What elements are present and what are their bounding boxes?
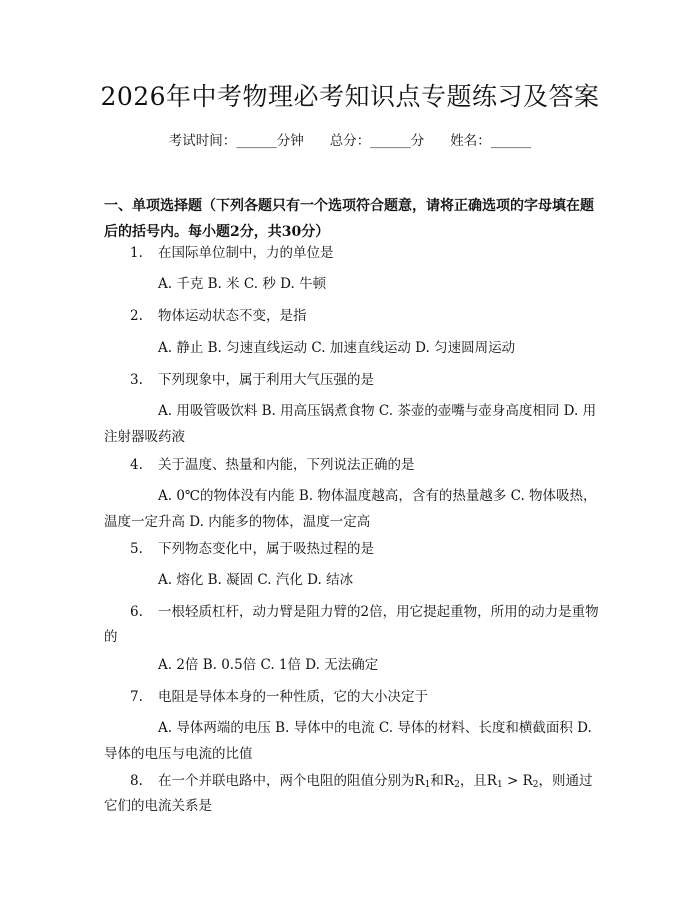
question-3 — [104, 368, 600, 393]
question-7 — [104, 685, 600, 710]
question-1-options: A. 千克 B. 米 C. 秒 D. 牛顿 — [158, 276, 327, 292]
question-5-options: A. 熔化 B. 凝固 C. 汽化 D. 结冰 — [158, 572, 354, 588]
question-6-options: A. 2倍 B. 0.5倍 C. 1倍 D. 无法确定 — [158, 657, 379, 673]
question-4-options: A. 0℃的物体没有内能 B. 物体温度越高，含有的热量越多 C. 物体吸热，温度一定升高 D. 内能多的物体，温度一定高 — [104, 488, 597, 530]
question-stem: 关于温度、热量和内能，下列说法正确的是 — [158, 457, 415, 473]
question-4 — [104, 453, 600, 478]
question-1 — [104, 241, 600, 266]
exam-meta — [0, 131, 700, 151]
question-number: 1. — [130, 245, 143, 261]
question-number: 7. — [130, 689, 143, 705]
question-3-options: A. 用吸管吸饮料 B. 用高压锅煮食物 C. 茶壶的壶嘴与壶身高度相同 D. 用注射器吸药液 — [104, 403, 597, 445]
question-2 — [104, 304, 600, 329]
section-heading: 一、单项选择题（下列各题只有一个选项符合题意，请将正确选项的字母填在题后的括号内。每小题2分，共30分） — [104, 198, 594, 240]
question-stem: 物体运动状态不变，是指 — [158, 308, 307, 324]
question-number: 6. — [130, 604, 143, 620]
total-score-field: 总分：______分 — [329, 133, 425, 149]
question-number: 8. — [130, 773, 143, 789]
question-6 — [104, 600, 600, 650]
question-number: 5. — [130, 541, 143, 557]
exam-time-field: 考试时间：______分钟 — [168, 133, 304, 149]
question-8 — [104, 769, 600, 819]
page-title: 2026年中考物理必考知识点专题练习及答案 — [100, 82, 600, 111]
question-2-options: A. 静止 B. 匀速直线运动 C. 加速直线运动 D. 匀速圆周运动 — [158, 340, 516, 356]
question-stem: 电阻是导体本身的一种性质，它的大小决定于 — [158, 689, 428, 705]
question-number: 2. — [130, 308, 143, 324]
question-stem: 在一个并联电路中，两个电阻的阻值分别为$R_1$和$R_2$，且$R_1 > R_2$，则通过它们的电流关系是 — [104, 773, 593, 814]
question-number: 3. — [130, 372, 143, 388]
question-stem: 在国际单位制中，力的单位是 — [158, 245, 334, 261]
question-stem: 一根轻质杠杆，动力臂是阻力臂的2倍，用它提起重物，所用的动力是重物的 — [104, 604, 599, 645]
question-number: 4. — [130, 457, 143, 473]
student-name-field: 姓名：______ — [450, 133, 532, 149]
question-5 — [104, 537, 600, 562]
question-7-options: A. 导体两端的电压 B. 导体中的电流 C. 导体的材料、长度和横截面积 D. 导体的电压与电流的比值 — [104, 720, 592, 762]
question-stem: 下列物态变化中，属于吸热过程的是 — [158, 541, 374, 557]
question-stem: 下列现象中，属于利用大气压强的是 — [158, 372, 374, 388]
